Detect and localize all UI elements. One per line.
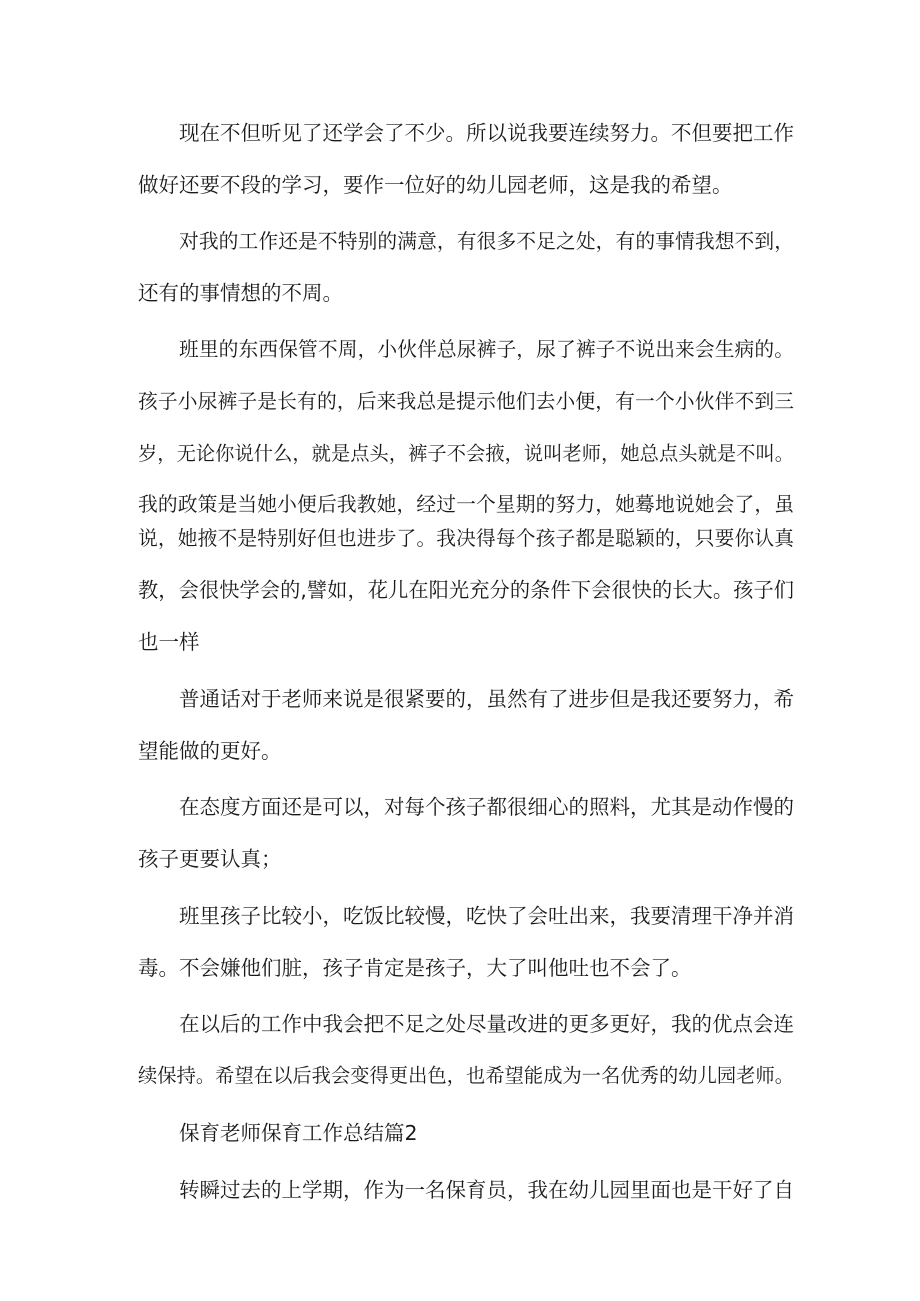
paragraph-line: 教，会很快学会的,譬如，花儿在阳光充分的条件下会很快的长大。孩子们	[138, 578, 794, 602]
paragraph-line: 在以后的工作中我会把不足之处尽量改进的更多更好，我的优点会连	[179, 1012, 794, 1036]
paragraph-line: 也一样	[138, 630, 200, 654]
paragraph-line: 在态度方面还是可以，对每个孩子都很细心的照料，尤其是动作慢的	[179, 795, 794, 819]
paragraph-line: 还有的事情想的不周。	[138, 281, 343, 305]
paragraph-line: 孩子小尿裤子是长有的，后来我总是提示他们去小便，有一个小伙伴不到三	[138, 390, 794, 413]
paragraph-line: 班里的东西保管不周，小伙伴总尿裤子，尿了裤子不说出来会生病的。	[179, 338, 794, 361]
paragraph-line: 班里孩子比较小，吃饭比较慢，吃快了会吐出来，我要清理干净并消	[179, 904, 794, 928]
paragraph-line: 对我的工作还是不特别的满意，有很多不足之处，有的事情我想不到，	[179, 230, 794, 253]
paragraph-line: 孩子更要认真；	[138, 847, 282, 871]
paragraph-line: 做好还要不段的学习，要作一位好的幼儿园老师，这是我的希望。	[138, 173, 733, 197]
paragraph-line: 续保持。希望在以后我会变得更出色，也希望能成为一名优秀的幼儿园老师。	[138, 1064, 794, 1087]
paragraph-line: 岁，无论你说什么，就是点头，裤子不会掖，说叫老师，她总点头就是不叫。	[138, 442, 794, 465]
paragraph-line: 普通话对于老师来说是很紧要的，虽然有了进步但是我还要努力，希	[179, 687, 794, 711]
paragraph-line: 转瞬过去的上学期，作为一名保育员，我在幼儿园里面也是干好了自	[179, 1178, 794, 1202]
paragraph-line: 我的政策是当她小便后我教她，经过一个星期的努力，她蓦地说她会了，虽	[138, 493, 794, 516]
paragraph-line: 现在不但听见了还学会了不少。所以说我要连续努力。不但要把工作	[179, 121, 794, 145]
paragraph-line: 望能做的更好。	[138, 739, 282, 763]
section-heading: 保育老师保育工作总结篇2	[179, 1121, 418, 1145]
paragraph-line: 毒。不会嫌他们脏，孩子肯定是孩子，大了叫他吐也不会了。	[138, 956, 692, 980]
paragraph-line: 说，她掖不是特别好但也进步了。我决得每个孩子都是聪颖的，只要你认真	[138, 527, 794, 550]
